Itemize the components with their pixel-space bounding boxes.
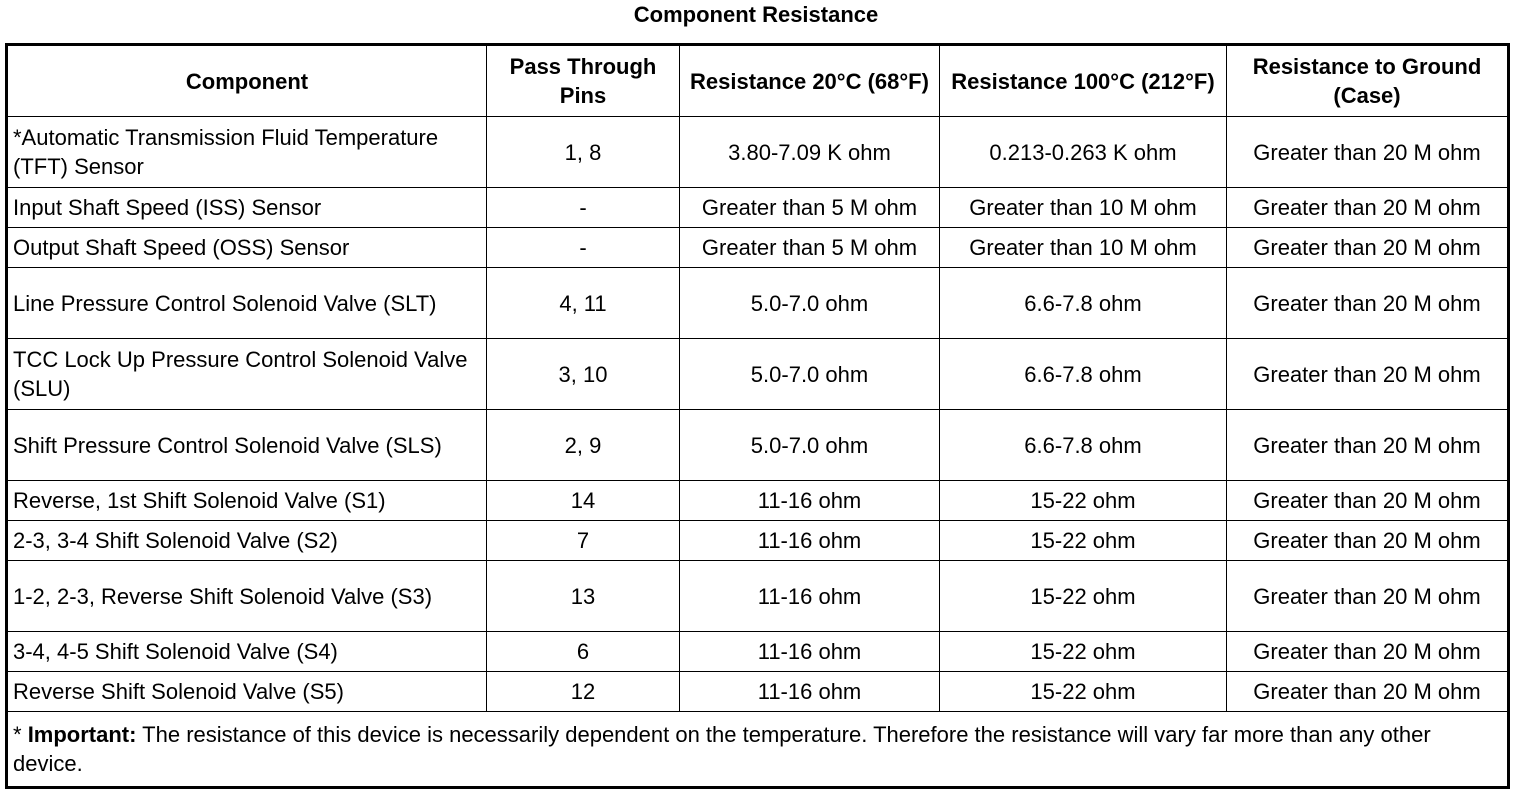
header-resistance-20c: Resistance 20°C (68°F) — [680, 45, 940, 117]
cell-resistance-20c: 3.80-7.09 K ohm — [680, 117, 940, 188]
cell-resistance-100c: 6.6-7.8 ohm — [940, 339, 1227, 410]
cell-resistance-20c: 11-16 ohm — [680, 561, 940, 632]
cell-component: 3-4, 4-5 Shift Solenoid Valve (S4) — [7, 632, 487, 672]
note-prefix: * — [13, 722, 28, 747]
table-title: Component Resistance — [633, 2, 879, 27]
cell-pins: - — [487, 228, 680, 268]
table-row — [7, 339, 1509, 410]
cell-resistance-20c: 11-16 ohm — [680, 632, 940, 672]
cell-resistance-ground: Greater than 20 M ohm — [1227, 268, 1509, 339]
cell-resistance-ground: Greater than 20 M ohm — [1227, 117, 1509, 188]
cell-resistance-20c: 11-16 ohm — [680, 672, 940, 712]
cell-resistance-ground: Greater than 20 M ohm — [1227, 672, 1509, 712]
note-label: Important: — [27, 722, 137, 747]
cell-resistance-ground: Greater than 20 M ohm — [1227, 481, 1509, 521]
cell-component: 1-2, 2-3, Reverse Shift Solenoid Valve (S3) — [7, 561, 487, 632]
header-pass-through-pins: Pass Through Pins — [487, 45, 680, 117]
cell-component: Reverse Shift Solenoid Valve (S5) — [7, 672, 487, 712]
cell-resistance-ground: Greater than 20 M ohm — [1227, 410, 1509, 481]
cell-pins: 12 — [487, 672, 680, 712]
cell-pins: 2, 9 — [487, 410, 680, 481]
header-resistance-100c: Resistance 100°C (212°F) — [940, 45, 1227, 117]
table-row — [7, 268, 1509, 339]
cell-resistance-20c: 5.0-7.0 ohm — [680, 410, 940, 481]
cell-resistance-20c: 5.0-7.0 ohm — [680, 339, 940, 410]
cell-component: Shift Pressure Control Solenoid Valve (SLS) — [7, 410, 487, 481]
cell-resistance-ground: Greater than 20 M ohm — [1227, 521, 1509, 561]
cell-pins: 4, 11 — [487, 268, 680, 339]
table-row — [7, 188, 1509, 228]
cell-resistance-20c: Greater than 5 M ohm — [680, 188, 940, 228]
note-row — [7, 712, 1509, 788]
cell-resistance-100c: 15-22 ohm — [940, 672, 1227, 712]
cell-pins: 13 — [487, 561, 680, 632]
cell-pins: 3, 10 — [487, 339, 680, 410]
cell-resistance-ground: Greater than 20 M ohm — [1227, 632, 1509, 672]
cell-component: Line Pressure Control Solenoid Valve (SLT) — [7, 268, 487, 339]
cell-component: 2-3, 3-4 Shift Solenoid Valve (S2) — [7, 521, 487, 561]
note-text: The resistance of this device is necessarily dependent on the temperature. Therefore the resistance will vary far more than any other device. — [13, 722, 1431, 776]
cell-pins: 7 — [487, 521, 680, 561]
cell-component: Output Shaft Speed (OSS) Sensor — [7, 228, 487, 268]
table-row — [7, 481, 1509, 521]
cell-component: Reverse, 1st Shift Solenoid Valve (S1) — [7, 481, 487, 521]
cell-resistance-20c: 5.0-7.0 ohm — [680, 268, 940, 339]
table-row — [7, 632, 1509, 672]
cell-resistance-ground: Greater than 20 M ohm — [1227, 228, 1509, 268]
cell-pins: - — [487, 188, 680, 228]
cell-resistance-100c: 6.6-7.8 ohm — [940, 268, 1227, 339]
table-row — [7, 521, 1509, 561]
cell-pins: 1, 8 — [487, 117, 680, 188]
cell-component: TCC Lock Up Pressure Control Solenoid Valve (SLU) — [7, 339, 487, 410]
cell-resistance-ground: Greater than 20 M ohm — [1227, 561, 1509, 632]
cell-component: Input Shaft Speed (ISS) Sensor — [7, 188, 487, 228]
table-row — [7, 117, 1509, 188]
table-row — [7, 672, 1509, 712]
cell-resistance-100c: 15-22 ohm — [940, 632, 1227, 672]
cell-pins: 14 — [487, 481, 680, 521]
cell-component: *Automatic Transmission Fluid Temperature (TFT) Sensor — [7, 117, 487, 188]
table-row — [7, 410, 1509, 481]
cell-resistance-100c: 0.213-0.263 K ohm — [940, 117, 1227, 188]
cell-pins: 6 — [487, 632, 680, 672]
cell-resistance-100c: Greater than 10 M ohm — [940, 188, 1227, 228]
header-resistance-to-ground: Resistance to Ground (Case) — [1227, 45, 1509, 117]
table-row — [7, 228, 1509, 268]
cell-resistance-100c: 6.6-7.8 ohm — [940, 410, 1227, 481]
cell-resistance-ground: Greater than 20 M ohm — [1227, 339, 1509, 410]
component-resistance-table — [5, 43, 1510, 789]
table-row — [7, 561, 1509, 632]
header-row — [7, 45, 1509, 117]
cell-resistance-20c: 11-16 ohm — [680, 481, 940, 521]
cell-resistance-20c: Greater than 5 M ohm — [680, 228, 940, 268]
cell-resistance-100c: 15-22 ohm — [940, 521, 1227, 561]
cell-resistance-100c: 15-22 ohm — [940, 561, 1227, 632]
important-note — [7, 712, 1509, 788]
cell-resistance-20c: 11-16 ohm — [680, 521, 940, 561]
cell-resistance-100c: 15-22 ohm — [940, 481, 1227, 521]
cell-resistance-ground: Greater than 20 M ohm — [1227, 188, 1509, 228]
cell-resistance-100c: Greater than 10 M ohm — [940, 228, 1227, 268]
header-component: Component — [7, 45, 487, 117]
